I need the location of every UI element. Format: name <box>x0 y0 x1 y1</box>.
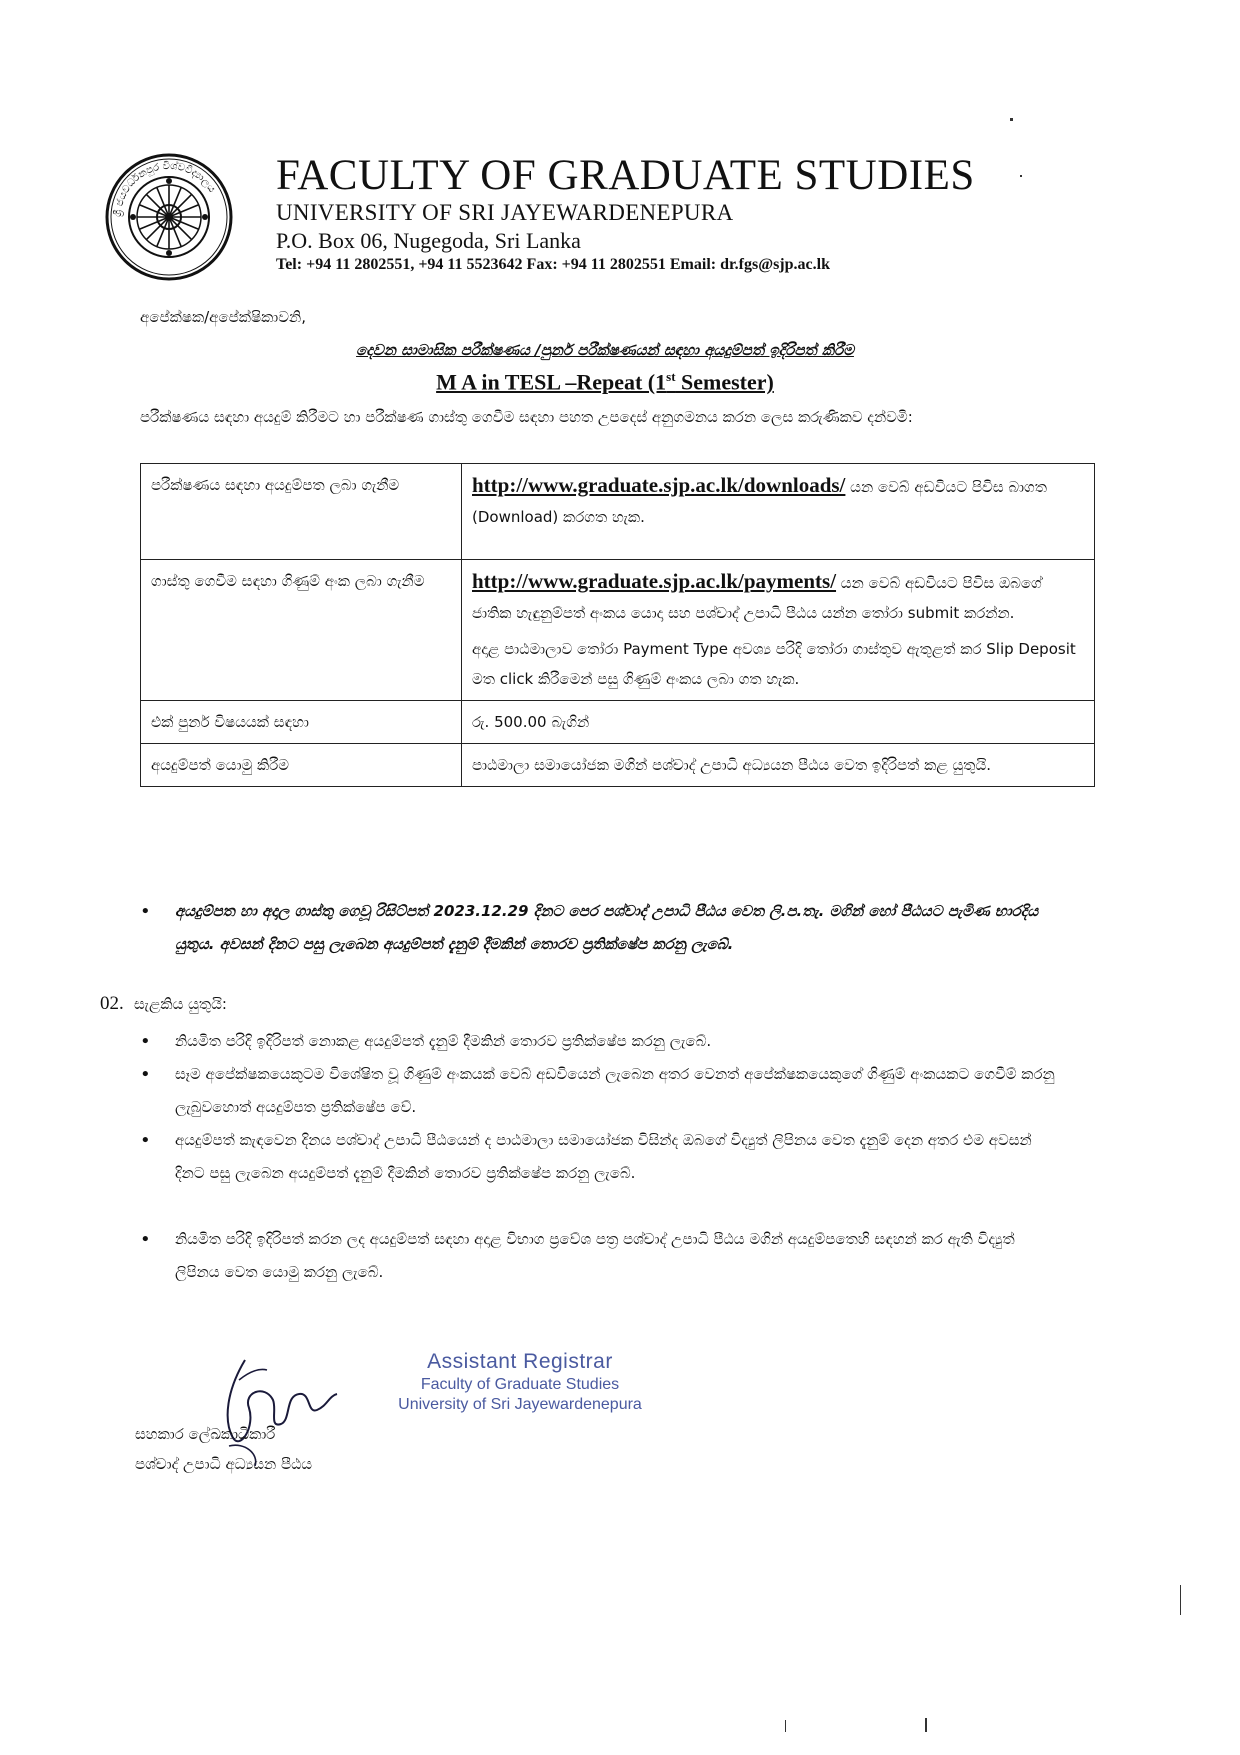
scan-speck <box>785 1720 786 1732</box>
payments-link[interactable]: http://www.graduate.sjp.ac.lk/payments/ <box>472 569 837 593</box>
row-label-submission: අයදුම්පත් යොමු කිරීම <box>141 744 462 787</box>
list-item: සෑම අපේක්ෂකයෙකුටම විශේෂිත වූ ගිණුම් අංකයක් වෙබ් අඩවියෙන් ලැබෙන අතර වෙනත් අපේක්ෂකයෙකුගේ ගිණුම් අංකයකට ගෙවීම් කරනු ලැබුවහොත් අයදුම්පත ප්‍රතික්ෂේප වේ. <box>175 1065 1055 1116</box>
instructions-table <box>140 463 1095 787</box>
bullet-icon: • <box>140 1130 151 1151</box>
table-row <box>141 701 1095 744</box>
scan-speck <box>1010 118 1013 121</box>
payment-instructions: අදාළ පාඨමාලාව තෝරා Payment Type අවශ්‍ය පරිදි තෝරා ගාස්තුව ඇතුළත් කර Slip Deposit මත click කිරීමෙන් පසු ගිණුම් අංකය ලබා ගත හැක. <box>472 640 1076 688</box>
list-item: නියමිත පරිදි ඉදිරිපත් නොකළ අයදුම්පත් දැනුම් දීමකින් තොරව ප්‍රතික්ෂේප කරනු ලැබේ. <box>175 1032 712 1050</box>
row-value-submission: පාඨමාලා සමායෝජක මගින් පශ්චාද් උපාධි අධ්‍යයන පීඨය වෙත ඉදිරිපත් කළ යුතුයි. <box>462 744 1095 787</box>
svg-text:ශ්‍රී ජයවර්ධනපුර විශ්වවිද්‍යාල: ශ්‍රී ජයවර්ධනපුර විශ්වවිද්‍යාලය <box>112 160 218 218</box>
row-label-account-number: ගාස්තු ගෙවීම සඳහා ගිණුම් අංක ලබා ගැනීම <box>141 560 462 701</box>
letter-subject: දෙවන සාමාසික පරීක්ෂණය /පුනර් පරීක්ෂණයන් සඳහා අයදුම්පත් ඉදිරිපත් කිරීම <box>356 341 854 359</box>
contact-details: Tel: +94 11 2802551, +94 11 5523642 Fax: +94 11 2802551 Email: dr.fgs@sjp.ac.lk <box>276 256 830 273</box>
assistant-registrar-stamp: Assistant Registrar Faculty of Graduate Studies University of Sri Jayewardenepura <box>398 1350 642 1413</box>
section-number: 02. <box>100 993 124 1014</box>
salutation: අපේක්ෂක/අපේක්ෂිකාවනි, <box>140 308 306 326</box>
section-label: සැළකිය යුතුයි: <box>134 995 227 1013</box>
deadline-notice: අයදුම්පත හා අදාල ගාස්තු ගෙවූ රිසිට්පත් 2023.12.29 දිනට පෙර පශ්චාද් උපාධි පීඨය වෙත ලි.ප.තැ. මගින් හෝ පීඨයට පැමිණ භාරදිය යුතුය. අවසන් දිනට පසු ලැබෙන අයදුම්පත් දැනුම් දීමකින් තොරව ප්‍රතික්ෂේප කරනු ලැබේ. <box>175 902 1039 953</box>
scan-speck <box>1020 175 1022 177</box>
university-name: UNIVERSITY OF SRI JAYEWARDENEPURA <box>276 200 734 225</box>
list-item: නියමිත පරිදි ඉදිරිපත් කරන ලද අයදුම්පත් සඳහා අදාළ විභාග ප්‍රවේශ පත්‍ර පශ්චාද් උපාධි පීඨය මගින් අයදුම්පතෙහි සඳහන් කර ඇති විද්‍යුත් ලිපිනය වෙත යොමු කරනු ලැබේ. <box>175 1230 1015 1281</box>
faculty-title: FACULTY OF GRADUATE STUDIES <box>276 152 975 199</box>
scan-speck <box>1180 1585 1181 1615</box>
scan-speck <box>925 1718 927 1732</box>
row-value-account-number: http://www.graduate.sjp.ac.lk/payments/ යන වෙබ් අඩවියට පිවිස ඔබගේ ජාතික හැඳුනුම්පත් අංකය යොදා සහ පශ්චාද් උපාධි පීඨය යන්න තෝරා submit කරන්න. අදාළ පාඨමාලාව තෝරා Payment Type අවශ්‍ය පරිදි තෝරා ගාස්තුව ඇතුළත් කර Slip Deposit මත click කිරීමෙන් පසු ගිණුම් අංකය ලබා ගත හැක. <box>462 560 1095 701</box>
bullet-icon: • <box>140 1031 151 1052</box>
bullet-icon: • <box>140 901 151 922</box>
downloads-link[interactable]: http://www.graduate.sjp.ac.lk/downloads/ <box>472 473 846 497</box>
university-seal-logo <box>104 152 234 282</box>
intro-paragraph: පරීක්ෂණය සඳහා අයදුම් කිරීමට හා පරීක්ෂණ ගාස්තු ගෙවීම සඳහා පහත උපදෙස් අනුගමනය කරන ලෙස කරුණිකව දන්වමි: <box>140 408 913 426</box>
signatory-title: සහකාර ලේඛකාධිකාරී <box>135 1425 276 1443</box>
table-row <box>141 560 1095 701</box>
table-row <box>141 744 1095 787</box>
row-value-application: http://www.graduate.sjp.ac.lk/downloads/ යන වෙබ් අඩවියට පිවිස බාගත (Download) කරගත හැක. <box>462 464 1095 560</box>
course-title: M A in TESL –Repeat (1st Semester) <box>436 369 774 395</box>
list-item: අයදුම්පත් කැඳවෙන දිනය පශ්චාද් උපාධි පීඨයෙන් ද පාඨමාලා සමායෝජක විසින්ද ඔබගේ විද්‍යුත් ලිපිනය වෙත දැනුම් දෙන අතර එම අවසන් දිනට පසු ලැබෙන අයදුම්පත් දැනුම් දීමකින් තොරව ප්‍රතික්ෂේප කරනු ලැබේ. <box>175 1131 1032 1182</box>
row-value-fee: රු. 500.00 බැගින් <box>462 701 1095 744</box>
bullet-icon: • <box>140 1229 151 1250</box>
handwritten-signature <box>215 1350 345 1470</box>
row-label-fee: එක් පුනර් විෂයයක් සඳහා <box>141 701 462 744</box>
postal-address: P.O. Box 06, Nugegoda, Sri Lanka <box>276 228 581 253</box>
row-label-application: පරීක්ෂණය සඳහා අයදුම්පත ලබා ගැනීම <box>141 464 462 560</box>
table-row <box>141 464 1095 560</box>
signatory-department: පශ්චාද් උපාධි අධ්‍යයන පීඨය <box>135 1455 313 1473</box>
bullet-icon: • <box>140 1064 151 1085</box>
